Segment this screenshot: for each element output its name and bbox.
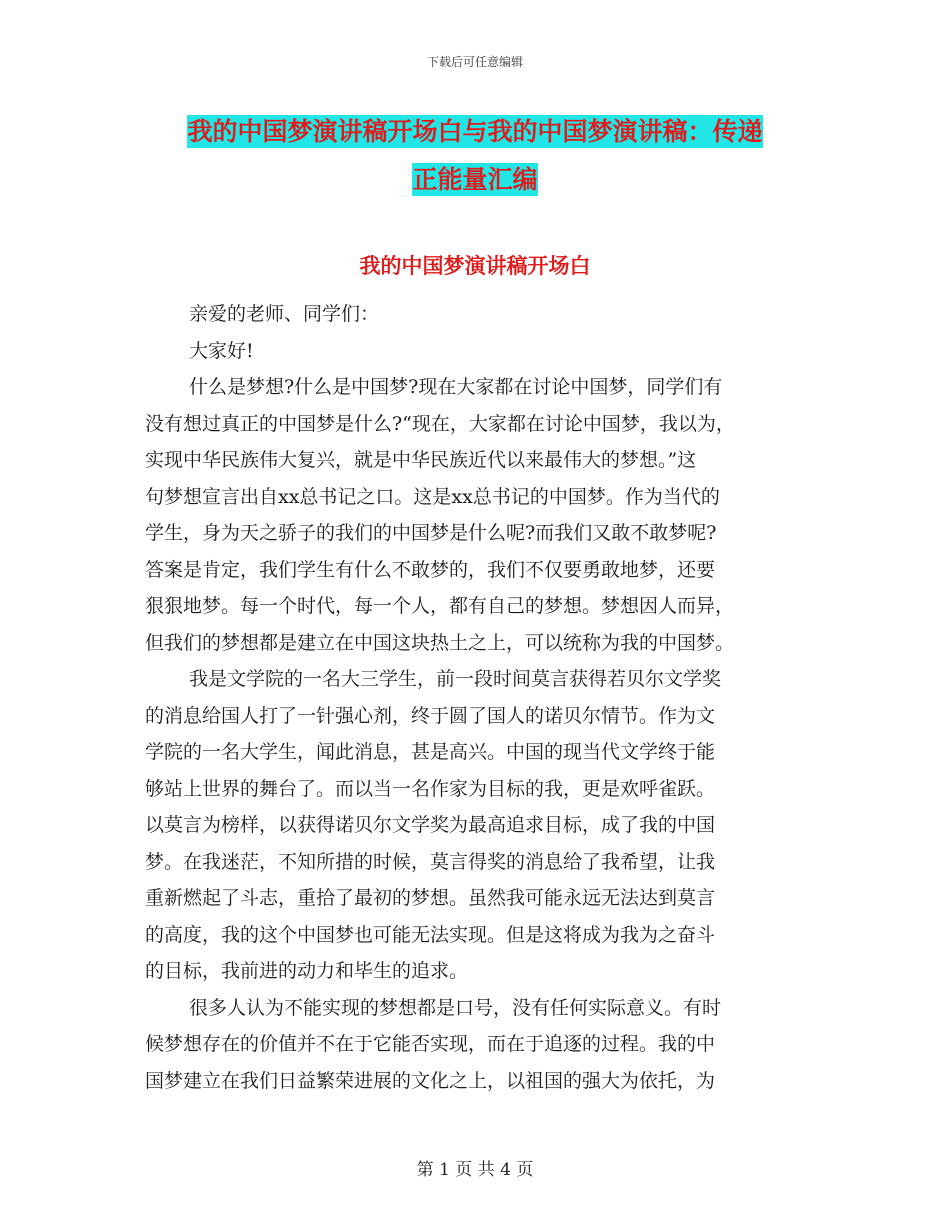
text-line: 的高度，我的这个中国梦也可能无法实现。但是这将成为我为之奋斗 [145,923,716,946]
title-line-1: 我的中国梦演讲稿开场白与我的中国梦演讲稿：传递 [187,117,763,146]
text-line: 实现中华民族伟大复兴，就是中华民族近代以来最伟大的梦想。”这 [145,449,697,471]
text-line: 够站上世界的舞台了。而以当一名作家为目标的我，更是欢呼雀跃。 [145,777,716,800]
text-line: 学生，身为天之骄子的我们的中国梦是什么呢?而我们又敢不敢梦呢? [145,522,717,544]
body-text [145,296,805,1099]
text-line: 重新燃起了斗志，重拾了最初的梦想。虽然我可能永远无法达到莫言 [145,887,716,909]
text-line: 亲爱的老师、同学们： [189,303,380,325]
text-line: 国梦建立在我们日益繁荣进展的文化之上，以祖国的强大为依托，为 [145,1069,716,1092]
title-line-2: 正能量汇编 [412,165,538,194]
page-footer: 第 1 页 共 4 页 [416,1160,534,1180]
document-title [140,108,810,204]
text-line: 狠狠地梦。每一个时代，每一个人，都有自己的梦想。梦想因人而异， [145,595,735,617]
text-line: 但我们的梦想都是建立在中国这块热土之上，可以统称为我的中国梦。 [145,631,735,654]
text-line: 什么是梦想?什么是中国梦?现在大家都在讨论中国梦，同学们有 [189,376,723,398]
text-line: 梦。在我迷茫，不知所措的时候，莫言得奖的消息给了我希望，让我 [145,850,716,873]
text-line: 的目标，我前进的动力和毕生的追求。 [145,960,469,982]
text-line: 很多人认为不能实现的梦想都是口号，没有任何实际意义。有时 [189,996,722,1019]
text-line: 以莫言为榜样，以获得诺贝尔文学奖为最高追求目标，成了我的中国 [145,814,716,836]
text-line: 句梦想宣言出自xx总书记之口。这是xx总书记的中国梦。作为当代的 [145,485,720,508]
text-line: 答案是肯定，我们学生有什么不敢梦的，我们不仅要勇敢地梦，还要 [145,558,716,581]
text-line: 大家好! [189,339,254,362]
text-line: 的消息给国人打了一针强心剂，终于圆了国人的诺贝尔情节。作为文 [145,704,716,727]
section-title: 我的中国梦演讲稿开场白 [359,254,591,278]
text-line: 学院的一名大学生，闻此消息，甚是高兴。中国的现当代文学终于能 [145,741,716,763]
text-line: 候梦想存在的价值并不在于它能否实现，而在于追逐的过程。我的中 [145,1033,716,1055]
text-line: 我是文学院的一名大三学生，前一段时间莫言获得若贝尔文学奖 [189,668,722,690]
text-line: 没有想过真正的中国梦是什么?“现在，大家都在讨论中国梦，我以为， [145,412,735,435]
header-note: 下载后可任意编辑 [426,55,523,69]
